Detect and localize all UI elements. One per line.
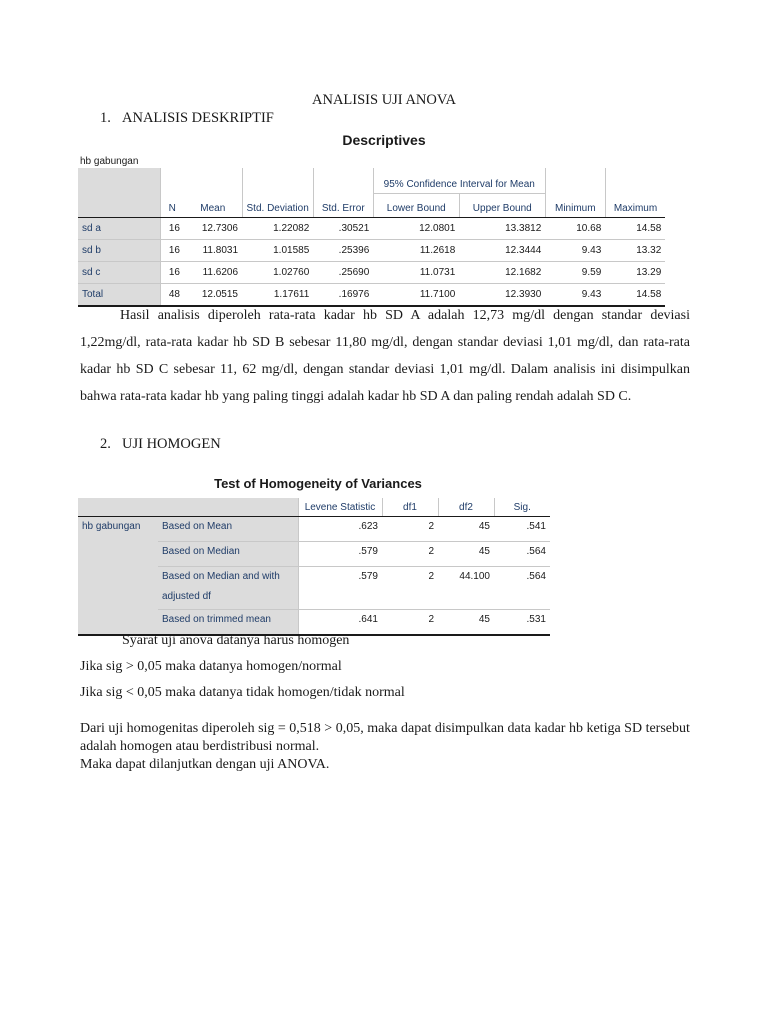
table-cell: 13.3812 — [459, 218, 545, 240]
table-cell: 1.17611 — [242, 284, 313, 307]
row-label: Based on trimmed mean — [158, 610, 298, 636]
table-row — [78, 240, 665, 262]
table-cell: 2 — [382, 567, 438, 610]
table-cell: 48 — [160, 284, 184, 307]
column-header: Mean — [184, 194, 242, 218]
descriptives-table-subtitle: hb gabungan — [80, 156, 139, 167]
table-cell: 13.32 — [605, 240, 665, 262]
section-heading-descriptive — [100, 110, 274, 127]
homogeneity-table-title: Test of Homogeneity of Variances — [214, 476, 422, 491]
table-cell: 12.0801 — [373, 218, 459, 240]
table-cell: 11.6206 — [184, 262, 242, 284]
table-row — [78, 517, 550, 542]
table-cell: .579 — [298, 542, 382, 567]
table-cell: 12.7306 — [184, 218, 242, 240]
requirement-line: Jika sig > 0,05 maka datanya homogen/normal — [80, 659, 342, 674]
section-number: 1. — [100, 110, 111, 126]
column-header: Maximum — [605, 194, 665, 218]
column-header: N — [160, 194, 184, 218]
table-cell: 12.3930 — [459, 284, 545, 307]
row-label: Based on Median and with adjusted df — [158, 567, 298, 610]
row-label: sd c — [78, 262, 160, 284]
table-cell: 9.43 — [545, 284, 605, 307]
table-cell: 14.58 — [605, 284, 665, 307]
table-cell: 11.0731 — [373, 262, 459, 284]
table-cell: .579 — [298, 567, 382, 610]
row-label: Based on Median — [158, 542, 298, 567]
column-header: Minimum — [545, 194, 605, 218]
column-header: Std. Deviation — [242, 194, 313, 218]
requirement-line: Syarat uji anova datanya harus homogen — [122, 633, 350, 648]
column-header: Std. Error — [313, 194, 373, 218]
table-cell: .30521 — [313, 218, 373, 240]
table-cell: .541 — [494, 517, 550, 542]
table-cell: 12.1682 — [459, 262, 545, 284]
table-cell: 1.22082 — [242, 218, 313, 240]
table-cell: 16 — [160, 240, 184, 262]
descriptives-table — [78, 168, 665, 307]
table-cell: 12.0515 — [184, 284, 242, 307]
descriptives-table-title: Descriptives — [342, 132, 426, 148]
conclusion-line: adalah homogen atau berdistribusi normal. — [80, 739, 320, 754]
table-cell: 12.3444 — [459, 240, 545, 262]
ci-header: 95% Confidence Interval for Mean — [373, 168, 545, 194]
requirement-line: Jika sig < 0,05 maka datanya tidak homogen/tidak normal — [80, 685, 405, 700]
table-cell: .623 — [298, 517, 382, 542]
table-cell: 11.8031 — [184, 240, 242, 262]
row-label: Total — [78, 284, 160, 307]
table-cell: 45 — [438, 542, 494, 567]
table-row — [78, 262, 665, 284]
table-cell: .16976 — [313, 284, 373, 307]
column-header: Sig. — [494, 498, 550, 517]
section-label: UJI HOMOGEN — [122, 436, 221, 452]
section-number: 2. — [100, 436, 111, 452]
column-header: Levene Statistic — [298, 498, 382, 517]
table-cell: .564 — [494, 542, 550, 567]
analysis-paragraph-text: Hasil analisis diperoleh rata-rata kadar hb SD A adalah 12,73 mg/dl dengan standar deviasi 1,22mg/dl, rata-rata kadar hb SD B sebesar 11,80 mg/dl, dengan standar deviasi 1,01 mg/dl, dan rata-rata kadar hb SD C sebesar 11, 62 mg/dl, dengan standar deviasi 1,01 mg/dl. Dalam analisis ini disimpulkan bahwa rata-rata kadar hb yang paling tinggi adalah kadar hb SD A dan paling rendah adalah SD C. — [80, 308, 690, 404]
table-cell: 1.01585 — [242, 240, 313, 262]
row-label: Based on Mean — [158, 517, 298, 542]
table-cell: .564 — [494, 567, 550, 610]
table-cell: .641 — [298, 610, 382, 636]
table-cell: 2 — [382, 517, 438, 542]
table-cell: 9.59 — [545, 262, 605, 284]
table-cell: 13.29 — [605, 262, 665, 284]
table-cell: 16 — [160, 262, 184, 284]
column-header: Lower Bound — [373, 194, 459, 218]
column-header: df2 — [438, 498, 494, 517]
analysis-paragraph — [80, 302, 690, 410]
row-label: sd b — [78, 240, 160, 262]
table-cell: 1.02760 — [242, 262, 313, 284]
homogeneity-table — [78, 498, 550, 636]
table-cell: 10.68 — [545, 218, 605, 240]
group-label: hb gabungan — [78, 517, 158, 636]
table-cell: 9.43 — [545, 240, 605, 262]
table-cell: 2 — [382, 610, 438, 636]
table-cell: 11.2618 — [373, 240, 459, 262]
document-title: ANALISIS UJI ANOVA — [312, 92, 456, 108]
table-cell: 11.7100 — [373, 284, 459, 307]
table-cell: 44.100 — [438, 567, 494, 610]
table-cell: 45 — [438, 517, 494, 542]
section-label: ANALISIS DESKRIPTIF — [122, 110, 274, 126]
table-row — [78, 218, 665, 240]
row-label: sd a — [78, 218, 160, 240]
column-header: Upper Bound — [459, 194, 545, 218]
table-cell: 45 — [438, 610, 494, 636]
column-header: df1 — [382, 498, 438, 517]
conclusion-line: Dari uji homogenitas diperoleh sig = 0,518 > 0,05, maka dapat disimpulkan data kadar hb ketiga SD tersebut — [80, 721, 690, 736]
table-cell: .25396 — [313, 240, 373, 262]
conclusion-line: Maka dapat dilanjutkan dengan uji ANOVA. — [80, 757, 330, 772]
table-cell: .25690 — [313, 262, 373, 284]
table-cell: 2 — [382, 542, 438, 567]
section-heading-homogeneity — [100, 436, 221, 453]
table-cell: .531 — [494, 610, 550, 636]
table-cell: 16 — [160, 218, 184, 240]
table-cell: 14.58 — [605, 218, 665, 240]
